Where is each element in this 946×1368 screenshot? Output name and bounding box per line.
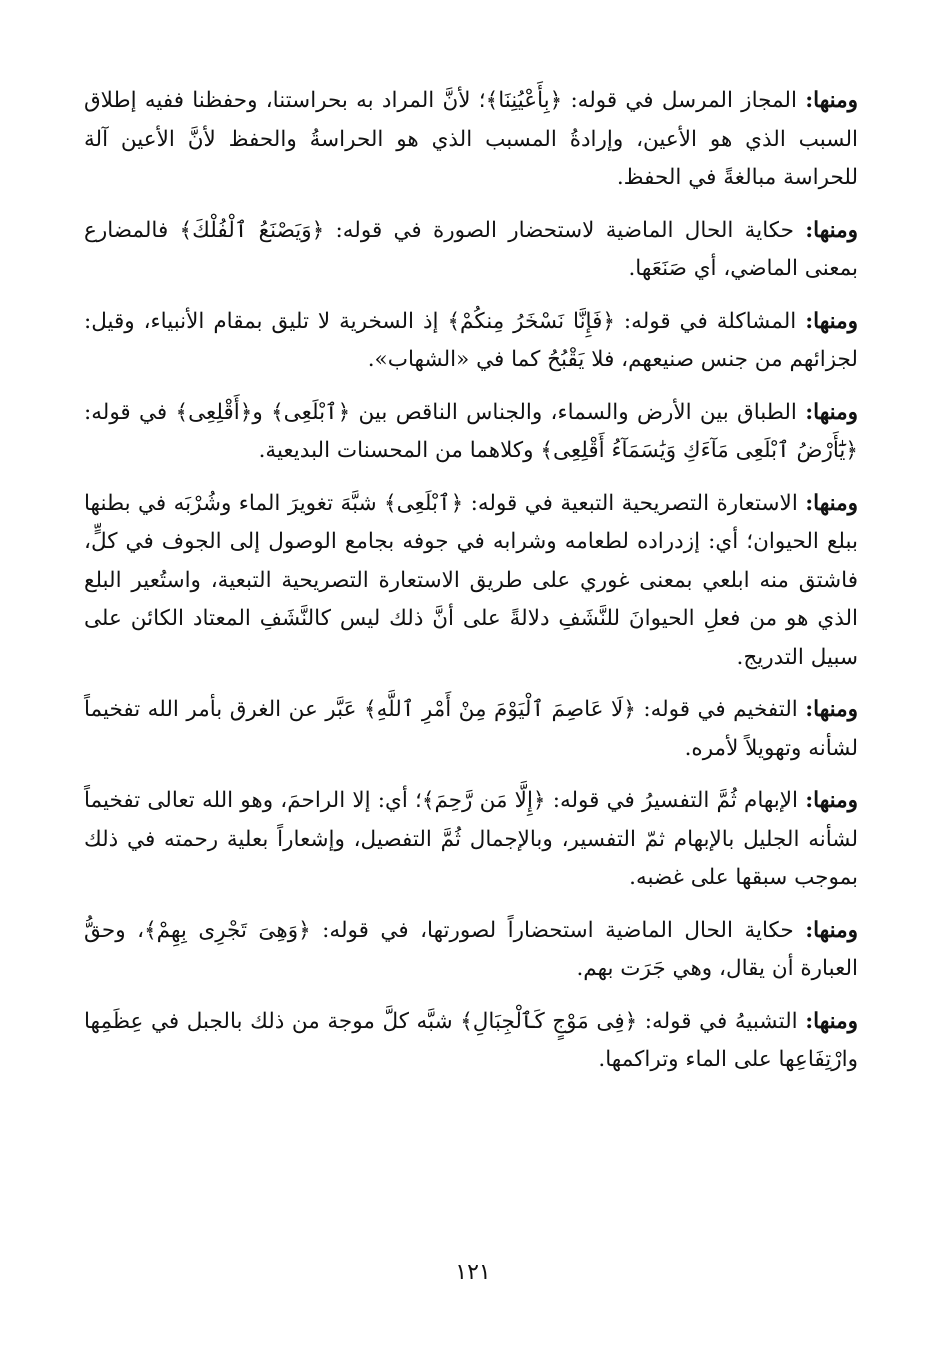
quran-quote: ﴿إِلَّا مَن رَّحِمَ﴾ — [421, 788, 546, 813]
quran-quote: ﴿يَٰٓأَرْضُ ٱبْلَعِى مَآءَكِ وَيَٰسَمَآءُ أَقْلِعِى﴾ — [540, 438, 858, 463]
quran-quote: ﴿فِى مَوْجٍ كَٱلْجِبَالِ﴾ — [460, 1008, 638, 1034]
paragraph-text: في قوله: — [84, 399, 176, 425]
paragraph — [84, 782, 858, 898]
paragraph-lead: ومنها: — [805, 490, 859, 516]
paragraph-text: المجاز المرسل في قوله: — [562, 88, 806, 113]
paragraph-lead: ومنها: — [805, 217, 858, 243]
paragraph-lead: ومنها: — [805, 788, 858, 813]
paragraph-text: التفخيم في قوله: — [635, 697, 806, 722]
paragraph — [84, 691, 858, 768]
paragraph-lead: ومنها: — [805, 88, 858, 113]
paragraph-text: وكلاهما من المحسنات البديعية. — [258, 438, 541, 463]
paragraph-text: فالمضارع بمعنى الماضي، أي صَنَعَها. — [84, 217, 858, 281]
paragraph-text: حكاية الحال الماضية لاستحضار الصورة في قوله: — [324, 217, 806, 243]
paragraph-text: ، وحقُّ العبارة أن يقال، وهي جَرَت بهم. — [84, 917, 858, 981]
paragraph-text: المشاكلة في قوله: — [614, 308, 806, 334]
paragraph-text: عَبَّر عن الغرق بأمر الله تفخيماً لشأنه وتهويلاً لأمره. — [84, 697, 858, 761]
paragraph-text: التشبيهُ في قوله: — [637, 1008, 806, 1034]
quran-quote: ﴿بِأَعْيُنِنَا﴾ — [485, 88, 563, 113]
paragraph-text: شبَّه كلَّ موجة من ذلك بالجبل في عِظَمِها وارْتِفَاعِها على الماء وتراكمها. — [84, 1008, 858, 1072]
paragraph-lead: ومنها: — [805, 917, 858, 943]
paragraph-text: الاستعارة التصريحية التبعية في قوله: — [463, 490, 806, 516]
quran-quote: ﴿لَا عَاصِمَ ٱلْيَوْمَ مِنْ أَمْرِ ٱللَّهِ﴾ — [363, 697, 636, 722]
paragraph-text: الإبهام ثُمَّ التفسيرُ في قوله: — [545, 788, 806, 813]
page-number: ١٢١ — [455, 1260, 491, 1285]
paragraph-lead: ومنها: — [805, 308, 858, 334]
paragraph-text: شبَّهَ تغويرَ الماء وشُرْبَه في بطنها ببلع الحيوان؛ أي: إزدراده لطعامه وشرابه في جوفه بجامع الوصول إلى الجوف في كلٍّ، فاشتق منه ابلعي بمعنى غوري على طريق الاستعارة التصريحية التبعية، واستُعير البلع الذي هو من فعلِ الحيوانَ للنَّشَفِ دلالةً على أنَّ ذلك ليس كالنَّشَفِ المعتاد الكائن على سبيل التدريج. — [84, 490, 858, 670]
paragraph-lead: ومنها: — [805, 697, 859, 722]
paragraph — [84, 82, 858, 198]
paragraph-text: ؛ لأنَّ المراد به بحراستنا، وحفظنا ففيه إطلاق السبب الذي هو الأعين، وإرادةُ المسبب الذي هو الحراسةُ والحفظ لأنَّ الأعين آلة للحراسة مبالغةً في الحفظ. — [84, 88, 858, 190]
paragraph — [84, 1003, 858, 1080]
paragraph-lead: ومنها: — [805, 399, 858, 425]
paragraph — [84, 912, 858, 989]
quran-quote: ﴿ٱبْلَعِى﴾ — [384, 490, 464, 516]
paragraph — [84, 303, 858, 380]
quran-quote: ﴿وَهِىَ تَجْرِى بِهِمْ﴾ — [144, 917, 311, 943]
paragraph — [84, 212, 858, 289]
quran-quote: ﴿فَإِنَّا نَسْخَرُ مِنكُمْ﴾ — [447, 308, 615, 334]
body-text — [84, 82, 858, 1080]
paragraph-text: و — [252, 399, 272, 425]
quran-quote: ﴿أَقْلِعِى﴾ — [175, 399, 253, 425]
paragraph-lead: ومنها: — [805, 1008, 858, 1034]
quran-quote: ﴿وَيَصْنَعُ ٱلْفُلْكَ﴾ — [179, 217, 325, 243]
paragraph-text: إذ السخرية لا تليق بمقام الأنبياء، وقيل: لجزائهم من جنس صنيعهم، فلا يَقْبُحُ كما في «الشهاب». — [84, 308, 858, 372]
paragraph-text: ؛ أي: إلا الراحمَ، وهو الله تعالى تفخيماً لشأنه الجليل بالإبهام ثمّ التفسير، وبالإجمال ثُمَّ التفصيل، وإشعاراً بعلية رحمته في ذلك بموجب سبقها على غضبه. — [84, 788, 858, 890]
quran-quote: ﴿ٱبْلَعِى﴾ — [271, 399, 351, 425]
paragraph-text: الطباق بين الأرض والسماء، والجناس الناقص بين — [350, 399, 806, 425]
paragraph-text: حكاية الحال الماضية استحضاراً لصورتها، في قوله: — [310, 917, 806, 943]
paragraph — [84, 485, 858, 678]
paragraph — [84, 394, 858, 471]
